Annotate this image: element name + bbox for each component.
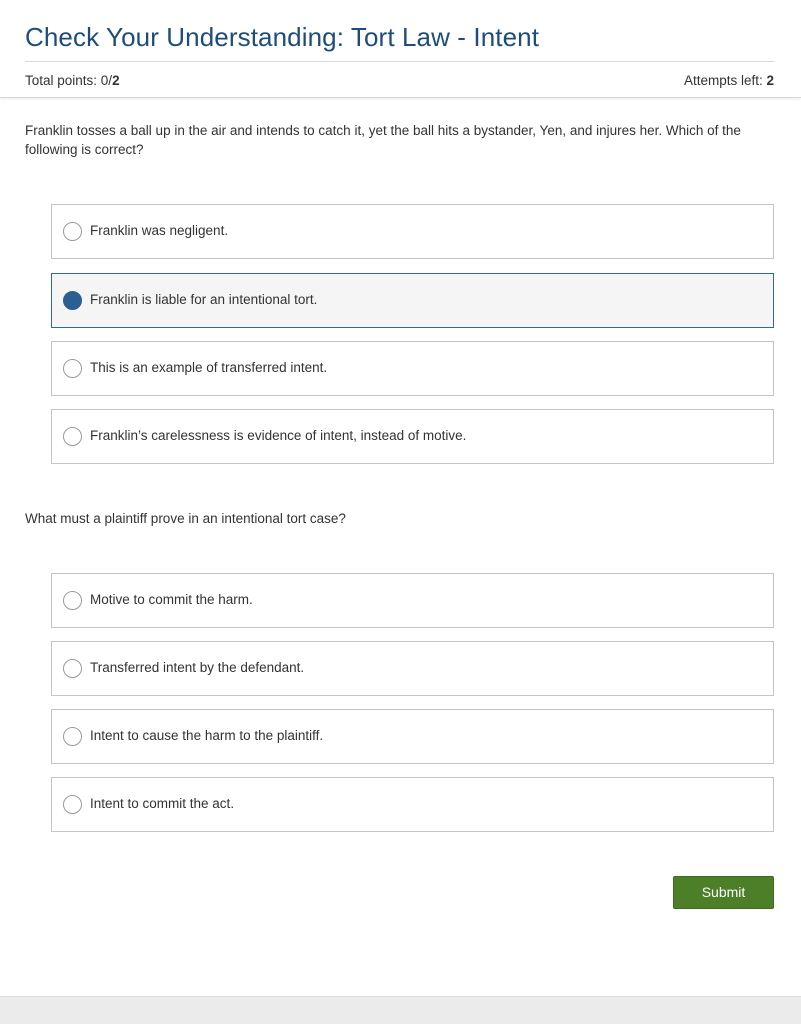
q1-option-3[interactable] [51,341,774,396]
radio-button[interactable] [63,359,82,378]
option-label: Transferred intent by the defendant. [90,660,305,675]
radio-button[interactable] [63,659,82,678]
question-1-text: Franklin tosses a ball up in the air and intends to catch it, yet the ball hits a bystander, Yen, and injures her. Which of the following is correct? [25,123,741,157]
q2-option-3[interactable] [51,709,774,764]
submit-button[interactable]: Submit [673,876,774,909]
attempts-left [684,73,774,88]
footer-bar [0,996,801,1024]
q2-option-2[interactable] [51,641,774,696]
option-label: Franklin is liable for an intentional tort. [90,292,318,307]
option-label: Motive to commit the harm. [90,592,253,607]
option-label: Intent to commit the act. [90,796,235,811]
q2-option-1[interactable] [51,573,774,628]
q2-option-4[interactable] [51,777,774,832]
option-label: Franklin’s carelessness is evidence of intent, instead of motive. [90,428,467,443]
attempts-left-label: Attempts left: [683,73,767,88]
radio-button[interactable] [63,427,82,446]
attempts-left-value: 2 [766,73,774,88]
option-label: This is an example of transferred intent. [90,360,328,375]
page-title: Check Your Understanding: Tort Law - Intent [25,22,540,52]
question-2-text: What must a plaintiff prove in an intentional tort case? [25,511,346,526]
q1-option-2[interactable] [51,273,774,328]
radio-button-selected[interactable] [63,291,82,310]
title-divider [25,61,774,62]
total-points-label: Total points: 0/ [25,73,113,88]
total-points [25,73,120,88]
quiz-header [0,0,801,98]
radio-button[interactable] [63,222,82,241]
radio-button[interactable] [63,591,82,610]
option-label: Intent to cause the harm to the plaintiff. [90,728,324,743]
radio-button[interactable] [63,795,82,814]
option-label: Franklin was negligent. [90,223,229,238]
total-points-max: 2 [112,73,120,88]
q1-option-1[interactable] [51,204,774,259]
q1-option-4[interactable] [51,409,774,464]
radio-button[interactable] [63,727,82,746]
